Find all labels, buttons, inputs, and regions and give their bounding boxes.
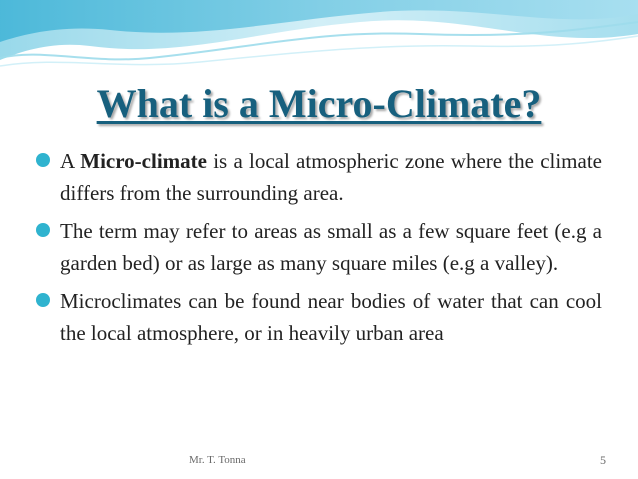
bullet-item: [36, 285, 602, 349]
wave-header-decoration: [0, 0, 638, 80]
bullet-text: The term may refer to areas as small as a few square feet (e.g a garden bed) or as large as many square miles (e.g a valley).: [60, 219, 602, 275]
bullet-list: [36, 145, 602, 355]
footer-author: Mr. T. Tonna: [189, 454, 246, 466]
bullet-term: Micro-climate: [80, 149, 207, 173]
slide-title: What is a Micro-Climate?: [96, 81, 542, 126]
bullet-item: [36, 145, 602, 209]
page-number: 5: [600, 453, 606, 467]
bullet-dot-icon: [36, 293, 50, 307]
bullet-dot-icon: [36, 153, 50, 167]
bullet-item: [36, 215, 602, 279]
bullet-dot-icon: [36, 223, 50, 237]
bullet-text: Microclimates can be found near bodies of water that can cool the local atmosphere, or in heavily urban area: [60, 289, 602, 345]
bullet-text-prefix: A: [60, 149, 81, 173]
bullet-text-suffix: is a local atmospheric zone where the climate differs from the surrounding area.: [60, 149, 602, 205]
